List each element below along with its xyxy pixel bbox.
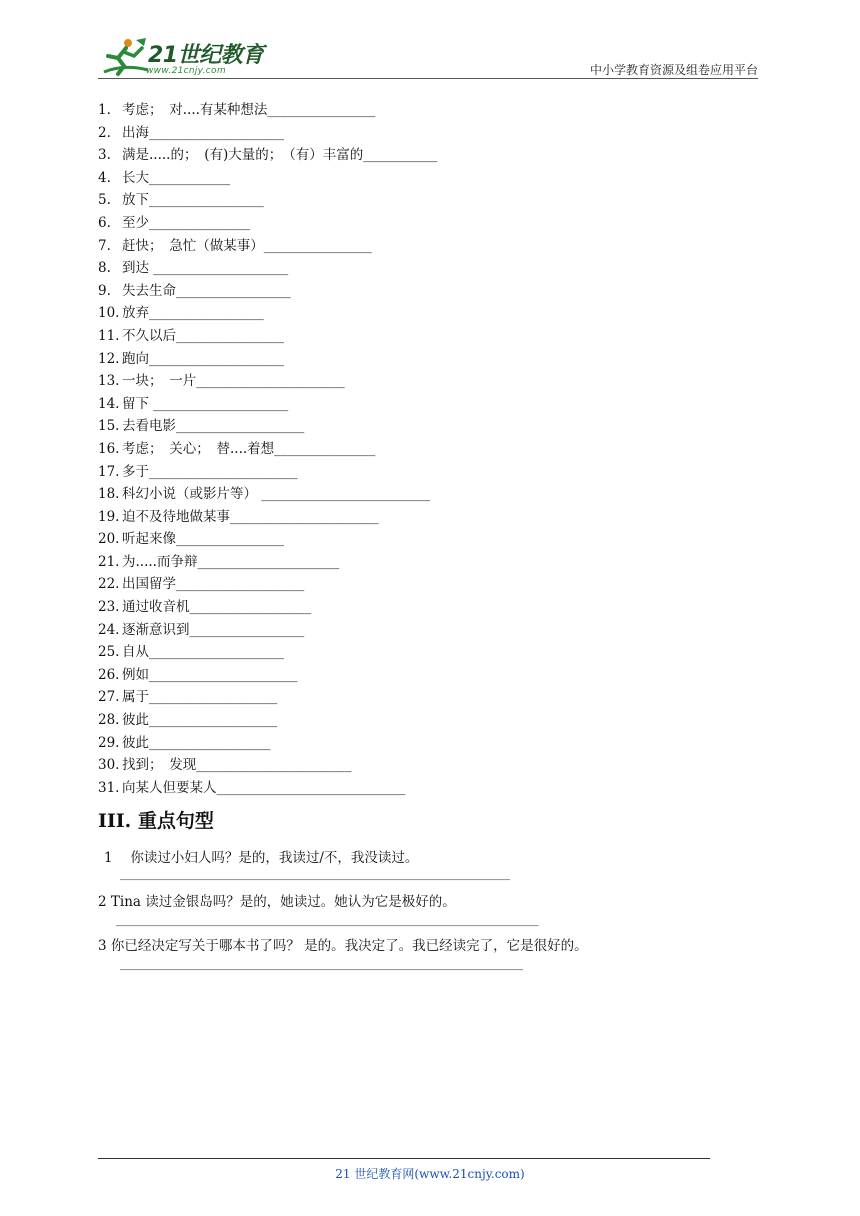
item-text: 出国留学___________________ <box>122 576 305 593</box>
item-number: 5. <box>98 192 111 209</box>
list-item <box>98 439 798 462</box>
item-text: 一块； 一片______________________ <box>122 373 345 390</box>
item-text: 放下_________________ <box>122 192 264 209</box>
item-text: 留下 ____________________ <box>122 395 289 412</box>
answer-line: ______________________________________________________________ <box>120 956 523 971</box>
item-number: 20. <box>98 531 120 548</box>
item-number: 10. <box>98 305 120 322</box>
vocab-list <box>98 100 798 800</box>
item-number: 23. <box>98 599 120 616</box>
item-text: 考虑； 关心； 替....着想_______________ <box>122 440 376 457</box>
item-number: 21. <box>98 553 120 570</box>
list-item <box>98 281 798 304</box>
sentence-prompt: 2 Tina 读过金银岛吗？是的，她读过。她认为它是极好的。 <box>98 894 456 910</box>
item-number: 15. <box>98 418 120 435</box>
item-number: 31. <box>98 779 120 796</box>
item-text: 去看电影___________________ <box>122 418 305 435</box>
item-number: 28. <box>98 712 120 729</box>
item-number: 19. <box>98 508 120 525</box>
header-divider <box>98 78 758 79</box>
list-item <box>98 416 798 439</box>
list-item <box>98 665 798 688</box>
item-text: 通过收音机__________________ <box>122 599 311 616</box>
logo <box>98 36 268 80</box>
item-text: 彼此__________________ <box>122 734 271 751</box>
list-item <box>98 733 798 756</box>
list-item <box>98 620 798 643</box>
list-item <box>98 778 798 801</box>
list-item <box>98 303 798 326</box>
item-number: 9. <box>98 282 111 299</box>
list-item <box>98 258 798 281</box>
item-text: 长大____________ <box>122 169 230 186</box>
item-text: 科幻小说（或影片等） _________________________ <box>122 486 431 503</box>
list-item <box>98 462 798 485</box>
item-number: 2. <box>98 124 111 141</box>
list-item <box>98 484 798 507</box>
item-number: 11. <box>98 327 120 344</box>
list-item <box>98 507 798 530</box>
list-item <box>98 597 798 620</box>
item-text: 不久以后________________ <box>122 327 284 344</box>
footer-text: 21 世纪教育网(www.21cnjy.com) <box>335 1167 525 1181</box>
item-text: 失去生命_________________ <box>122 282 291 299</box>
list-item <box>98 145 798 168</box>
item-number: 22. <box>98 576 120 593</box>
item-text: 找到； 发现_______________________ <box>122 757 352 774</box>
item-number: 12. <box>98 350 120 367</box>
list-item <box>98 213 798 236</box>
item-number: 17. <box>98 463 120 480</box>
list-item <box>98 755 798 778</box>
list-item <box>98 529 798 552</box>
item-number: 7. <box>98 237 111 254</box>
item-number: 24. <box>98 621 120 638</box>
item-number: 29. <box>98 734 120 751</box>
footer-divider <box>98 1158 710 1159</box>
item-text: 赶快； 急忙（做某事）________________ <box>122 237 372 254</box>
list-item <box>98 326 798 349</box>
item-text: 为.....而争辩_____________________ <box>122 553 340 570</box>
item-text: 满是.....的； (有)大量的； （有）丰富的___________ <box>122 147 438 164</box>
item-text: 自从____________________ <box>122 644 284 661</box>
item-text: 属于___________________ <box>122 689 278 706</box>
list-item <box>98 371 798 394</box>
item-number: 26. <box>98 666 120 683</box>
list-item <box>98 574 798 597</box>
list-item <box>98 236 798 259</box>
item-text: 逐渐意识到_________________ <box>122 621 305 638</box>
header-platform-label: 中小学教育资源及组卷应用平台 <box>589 63 758 77</box>
item-text: 向某人但要某人____________________________ <box>122 779 406 796</box>
list-item <box>98 100 798 123</box>
item-number: 30. <box>98 757 120 774</box>
sentence-prompt: 1 你读过小妇人吗？是的，我读过/不，我没读过。 <box>104 850 419 866</box>
item-number: 3. <box>98 147 111 164</box>
item-text: 多于______________________ <box>122 463 298 480</box>
item-number: 13. <box>98 373 120 390</box>
logo-url: www.21cnjy.com <box>146 66 226 76</box>
item-number: 27. <box>98 689 120 706</box>
item-text: 跑向____________________ <box>122 350 284 367</box>
runner-logo-icon <box>98 36 150 80</box>
item-number: 14. <box>98 395 120 412</box>
item-number: 18. <box>98 486 120 503</box>
item-text: 听起来像________________ <box>122 531 284 548</box>
list-item <box>98 642 798 665</box>
item-number: 1. <box>98 102 111 118</box>
list-item <box>98 394 798 417</box>
item-text: 到达 ____________________ <box>122 260 289 277</box>
item-text: 出海____________________ <box>122 124 284 141</box>
list-item <box>98 552 798 575</box>
list-item <box>98 687 798 710</box>
item-number: 8. <box>98 260 111 277</box>
page-header <box>98 30 758 80</box>
item-number: 6. <box>98 214 111 231</box>
item-text: 迫不及待地做某事______________________ <box>122 508 379 525</box>
list-item <box>98 123 798 146</box>
logo-text: 21世纪教育 <box>148 43 264 68</box>
item-number: 4. <box>98 169 111 186</box>
list-item <box>98 190 798 213</box>
item-text: 例如______________________ <box>122 666 298 683</box>
section-title: III. 重点句型 <box>98 810 214 832</box>
item-number: 16. <box>98 440 120 457</box>
list-item <box>98 710 798 733</box>
item-text: 考虑； 对....有某种想法________________ <box>122 102 376 118</box>
answer-line: _________________________________________________________________ <box>116 912 539 927</box>
item-number: 25. <box>98 644 120 661</box>
answer-line: ____________________________________________________________ <box>120 866 510 881</box>
item-text: 彼此___________________ <box>122 712 278 729</box>
item-text: 放弃_________________ <box>122 305 264 322</box>
item-text: 至少_______________ <box>122 214 251 231</box>
list-item <box>98 349 798 372</box>
sentence-prompt: 3 你已经决定写关于哪本书了吗？ 是的。我决定了。我已经读完了，它是很好的。 <box>98 938 588 954</box>
list-item <box>98 168 798 191</box>
